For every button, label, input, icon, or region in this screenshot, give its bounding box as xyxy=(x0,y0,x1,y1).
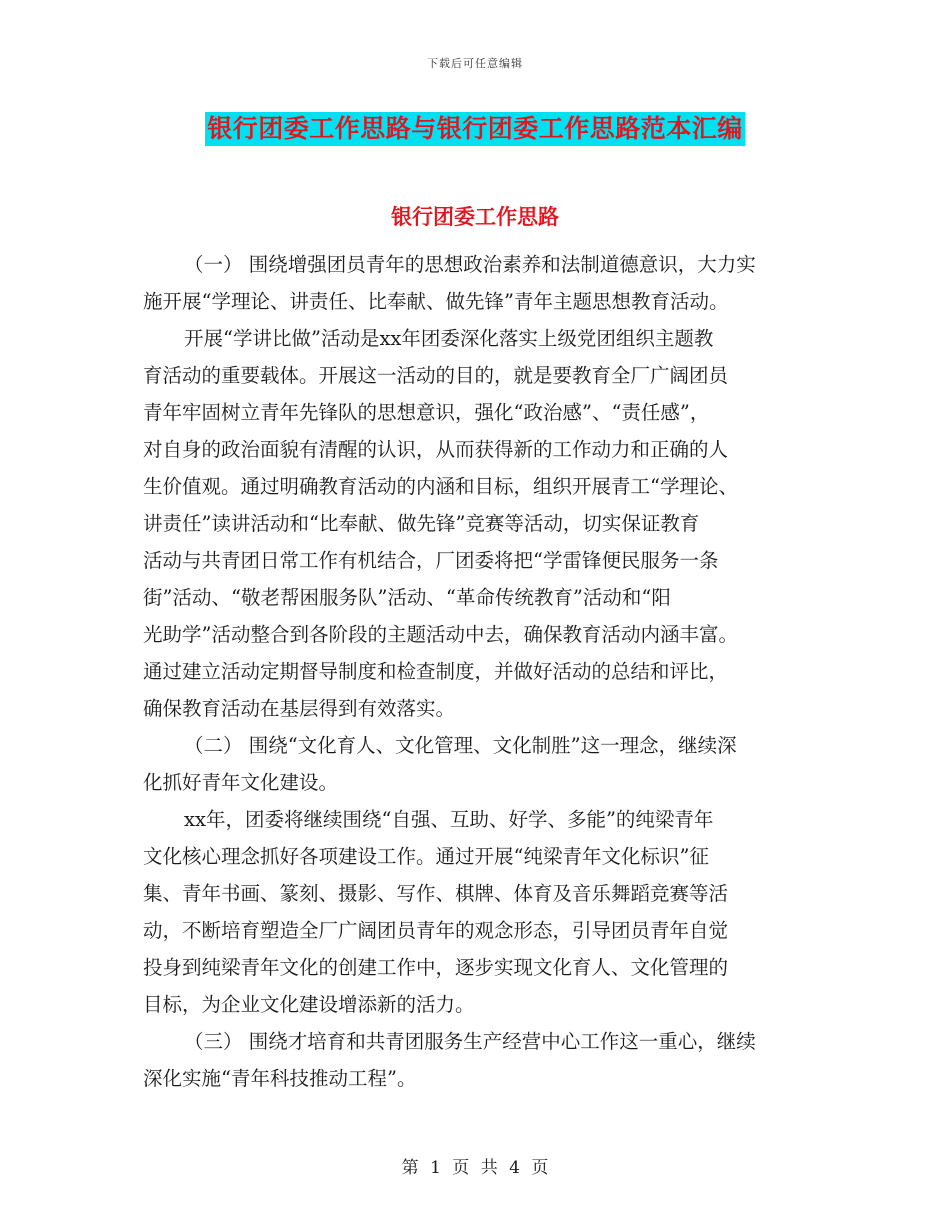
paragraph-line: （一） 围绕增强团员青年的思想政治素养和法制道德意识，大力实 xyxy=(184,253,756,276)
paragraph-3 xyxy=(143,727,809,801)
paragraph-5 xyxy=(143,1023,809,1097)
paragraph-line: 对自身的政治面貌有清醒的认识，从而获得新的工作动力和正确的人 xyxy=(143,438,729,461)
paragraph-4 xyxy=(143,801,809,1023)
paragraph-line: 化抓好青年文化建设。 xyxy=(143,771,339,794)
paragraph-line: xx年，团委将继续围绕“自强、互助、好学、多能”的纯梁青年 xyxy=(184,808,714,831)
paragraph-line: 集、青年书画、篆刻、摄影、写作、棋牌、体育及音乐舞蹈竞赛等活 xyxy=(143,882,729,905)
paragraph-line: 通过建立活动定期督导制度和检查制度，并做好活动的总结和评比， xyxy=(143,660,729,683)
document-body xyxy=(143,246,809,1097)
paragraph-line: 青年牢固树立青年先锋队的思想意识，强化“政治感”、“责任感”， xyxy=(143,401,710,424)
paragraph-line: 开展“学讲比做”活动是xx年团委深化落实上级党团组织主题教 xyxy=(184,327,714,350)
paragraph-line: 讲责任”读讲活动和“比奉献、做先锋”竞赛等活动，切实保证教育 xyxy=(143,512,700,535)
page-footer: 第 1 页 共 4 页 xyxy=(401,1158,549,1178)
paragraph-line: 育活动的重要载体。开展这一活动的目的，就是要教育全厂广阔团员 xyxy=(143,364,729,387)
paragraph-1 xyxy=(143,246,809,320)
header-note: 下载后可任意编辑 xyxy=(427,57,523,70)
document-title-wrap xyxy=(0,112,950,146)
paragraph-line: （三） 围绕才培育和共青团服务生产经营中心工作这一重心，继续 xyxy=(184,1030,756,1053)
paragraph-line: （二） 围绕“文化育人、文化管理、文化制胜”这一理念，继续深 xyxy=(184,734,737,757)
paragraph-line: 深化实施“青年科技推动工程”。 xyxy=(143,1067,417,1090)
paragraph-line: 目标，为企业文化建设增添新的活力。 xyxy=(143,993,475,1016)
paragraph-line: 动，不断培育塑造全厂广阔团员青年的观念形态，引导团员青年自觉 xyxy=(143,919,729,942)
document-title: 银行团委工作思路与银行团委工作思路范本汇编 xyxy=(205,112,745,146)
section-title: 银行团委工作思路 xyxy=(391,204,559,229)
paragraph-line: 街”活动、“敬老帮困服务队”活动、“革命传统教育”活动和“阳 xyxy=(143,586,671,609)
paragraph-line: 光助学”活动整合到各阶段的主题活动中去，确保教育活动内涵丰富。 xyxy=(143,623,738,646)
paragraph-line: 施开展“学理论、讲责任、比奉献、做先锋”青年主题思想教育活动。 xyxy=(143,290,729,313)
paragraph-line: 生价值观。通过明确教育活动的内涵和目标，组织开展青工“学理论、 xyxy=(143,475,738,498)
paragraph-line: 确保教育活动在基层得到有效落实。 xyxy=(143,697,456,720)
paragraph-line: 活动与共青团日常工作有机结合，厂团委将把“学雷锋便民服务一条 xyxy=(143,549,719,572)
paragraph-line: 文化核心理念抓好各项建设工作。通过开展“纯梁青年文化标识”征 xyxy=(143,845,709,868)
paragraph-2 xyxy=(143,320,809,727)
paragraph-line: 投身到纯梁青年文化的创建工作中，逐步实现文化育人、文化管理的 xyxy=(143,956,729,979)
